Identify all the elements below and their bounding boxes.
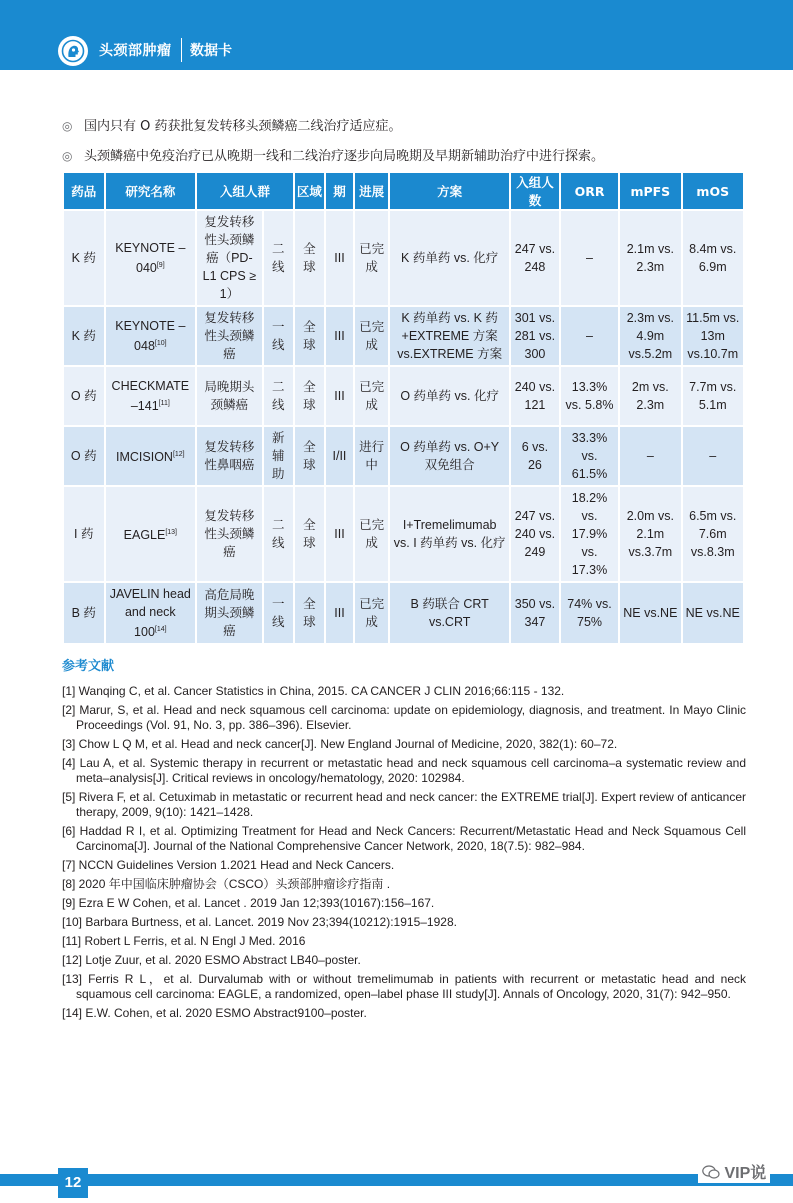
cell-regimen-text: K 药单药 vs. K 药 +EXTREME 方案 vs.EXTREME 方案 — [397, 311, 503, 361]
cell-study-text: KEYNOTE –048 — [115, 318, 186, 354]
cell-population-text: 复发转移性头颈鳞癌（PD-L1 CPS ≥ 1） — [202, 215, 257, 301]
cell-enrolled-text: 6 vs. 26 — [521, 440, 549, 472]
cell-enrolled-text: 247 vs. 248 — [514, 242, 556, 274]
cell-mos — [683, 211, 743, 305]
cell-population-text: 局晚期头颈鳞癌 — [204, 380, 255, 412]
bullet-mark: ◎ — [62, 119, 73, 133]
reference-item: [4] Lau A, et al. Systemic therapy in recurrent or metastatic head and neck squamous cell carcinoma–a systematic review and meta–analysis[J]. Critical reviews in oncology/hematology, 2020: 102984. — [62, 756, 746, 785]
cell-status — [355, 211, 388, 305]
cell-study — [106, 487, 196, 581]
cell-regimen — [390, 487, 509, 581]
cell-region-text: 全球 — [303, 380, 316, 412]
references-list — [62, 684, 746, 1025]
cell-drug — [64, 583, 104, 643]
cell-mpfs-text: 2m vs. 2.3m — [631, 380, 669, 412]
cell-mpfs — [620, 367, 680, 425]
cell-region — [295, 487, 324, 581]
cell-regimen — [390, 427, 509, 485]
cell-orr — [561, 307, 618, 365]
reference-superscript: [9] — [156, 261, 165, 269]
cell-phase-text: I/II — [332, 449, 347, 463]
cell-region — [295, 427, 324, 485]
cell-study — [106, 583, 196, 643]
cell-study-text: KEYNOTE –040 — [115, 240, 186, 276]
cell-status-text: 已完成 — [359, 380, 385, 412]
cell-status-text: 已完成 — [359, 518, 385, 550]
cell-line-text: 一线 — [271, 320, 285, 352]
bullet-text: 头颈鳞癌中免疫治疗已从晚期一线和二线治疗逐步向局晚期及早期新辅助治疗中进行探索。 — [84, 149, 605, 164]
cell-region-text: 全球 — [303, 320, 316, 352]
cell-population — [197, 583, 262, 643]
reference-item: [13] Ferris R L，et al. Durvalumab with or without tremelimumab in patients with recurrent or metastatic head and neck squamous cell carcinoma: EAGLE, a randomized, open–label phase III study[J]. Annals of Oncology, 2020, 31(7): 942–950. — [62, 972, 746, 1001]
cell-orr-text: 74% vs. 75% — [567, 597, 612, 630]
cell-enrolled — [511, 367, 559, 425]
cell-region-text: 全球 — [303, 242, 316, 274]
col-header-population: 入组人群 — [197, 173, 293, 209]
cell-population — [197, 487, 262, 581]
table-row — [64, 427, 743, 485]
cell-enrolled-text: 247 vs. 240 vs. 249 — [514, 509, 556, 559]
cell-status-text: 进行中 — [359, 440, 385, 472]
cell-mos-text: – — [709, 449, 717, 463]
col-header-regimen: 方案 — [390, 173, 509, 209]
cell-region — [295, 367, 324, 425]
cell-orr — [561, 583, 618, 643]
cell-line-text: 新辅助 — [271, 431, 285, 481]
cell-drug-text: K 药 — [71, 329, 96, 343]
cell-drug-text: I 药 — [74, 527, 94, 541]
cell-orr-text: 13.3% vs. 5.8% — [565, 380, 614, 412]
col-header-drug: 药品 — [64, 173, 104, 209]
cell-enrolled-text: 301 vs. 281 vs. 300 — [514, 311, 556, 361]
table-body — [64, 211, 743, 643]
cell-regimen-text: I+Tremelimumab vs. I 药单药 vs. 化疗 — [393, 518, 506, 550]
cell-population — [197, 211, 262, 305]
cell-mpfs-text: NE vs.NE — [623, 606, 678, 621]
cell-orr-text: – — [586, 251, 593, 265]
cell-status — [355, 367, 388, 425]
cell-population — [197, 367, 262, 425]
cell-study — [106, 211, 196, 305]
reference-superscript: [14] — [154, 626, 167, 633]
reference-item: [2] Marur, S, et al. Head and neck squamous cell carcinoma: update on epidemiology, diagnosis, and treatment. In Mayo Clinic Proceedings (Vol. 91, No. 3, pp. 386–396). Elsevier. — [62, 703, 746, 732]
cell-phase-text: III — [334, 389, 345, 403]
cell-line — [264, 307, 293, 365]
col-header-n: 入组人数 — [511, 173, 559, 209]
cell-mos-text: NE vs.NE — [685, 606, 740, 621]
cell-phase — [326, 487, 353, 581]
cell-regimen-text: O 药单药 vs. O+Y 双免组合 — [400, 440, 500, 472]
col-header-mos: mOS — [683, 173, 743, 209]
table-row — [64, 583, 743, 643]
col-header-mpfs: mPFS — [620, 173, 680, 209]
cell-population-text: 高危局晚期头颈鳞癌 — [204, 588, 255, 639]
cell-line — [264, 487, 293, 581]
reference-superscript: [13] — [165, 528, 178, 536]
cell-line-text: 二线 — [271, 518, 285, 550]
cell-status-text: 已完成 — [359, 320, 385, 352]
cell-mpfs — [620, 487, 680, 581]
cell-line-text: 二线 — [271, 380, 285, 412]
cell-orr-text: 33.3% vs. 61.5% — [571, 431, 608, 481]
col-header-study: 研究名称 — [106, 173, 196, 209]
cell-mos — [683, 427, 743, 485]
table-row — [64, 211, 743, 305]
reference-superscript: [11] — [158, 399, 170, 407]
cell-phase-text: III — [334, 527, 345, 541]
cell-regimen — [390, 367, 509, 425]
cell-orr — [561, 427, 618, 485]
reference-item: [6] Haddad R I, et al. Optimizing Treatment for Head and Neck Cancers: Recurrent/Metastatic Head and Neck Squamous Cell Carcinoma[J]. Journal of the National Comprehensive Cancer Network, 2020, 18(7.5): 982–984. — [62, 824, 746, 853]
cell-drug — [64, 487, 104, 581]
cell-orr-text: – — [586, 329, 593, 343]
cell-status — [355, 427, 388, 485]
cell-phase-text: III — [334, 251, 345, 265]
cell-status — [355, 487, 388, 581]
cell-enrolled — [511, 307, 559, 365]
cell-drug — [64, 211, 104, 305]
bullet-text: 国内只有 O 药获批复发转移头颈鳞癌二线治疗适应症。 — [84, 119, 402, 134]
cell-mos-text: 7.7m vs. 5.1m — [689, 380, 737, 412]
table-row — [64, 307, 743, 365]
watermark — [698, 1160, 770, 1183]
cell-phase-text: III — [334, 606, 345, 621]
cell-region — [295, 583, 324, 643]
cell-regimen-text: K 药单药 vs. 化疗 — [401, 251, 499, 265]
cell-phase — [326, 583, 353, 643]
footer-bar — [0, 1174, 793, 1186]
cell-population — [197, 427, 262, 485]
cell-mos-text: 6.5m vs. 7.6m vs.8.3m — [689, 509, 737, 559]
cell-phase — [326, 307, 353, 365]
reference-item: [1] Wanqing C, et al. Cancer Statistics in China, 2015. CA CANCER J CLIN 2016;66:115 - 132. — [62, 684, 565, 698]
head-profile-icon — [58, 36, 88, 66]
col-header-phase: 期 — [326, 173, 353, 209]
cell-region-text: 全球 — [303, 597, 316, 630]
cell-phase-text: III — [334, 329, 345, 343]
table-row — [64, 367, 743, 425]
reference-item: [8] 2020 年中国临床肿瘤协会（CSCO）头颈部肿瘤诊疗指南 . — [62, 877, 391, 891]
cell-orr-text: 18.2% vs. 17.9% vs. 17.3% — [571, 491, 608, 577]
reference-item: [11] Robert L Ferris, et al. N Engl J Med. 2016 — [62, 934, 306, 948]
reference-item: [12] Lotje Zuur, et al. 2020 ESMO Abstract LB40–poster. — [62, 953, 361, 967]
cell-mpfs — [620, 427, 680, 485]
reference-item: [10] Barbara Burtness, et al. Lancet. 2019 Nov 23;394(10212):1915–1928. — [62, 915, 457, 929]
cell-drug-text: K 药 — [71, 251, 96, 265]
references-title: 参考文献 — [62, 659, 115, 674]
cell-population-text: 复发转移性鼻咽癌 — [204, 440, 255, 472]
reference-item: [9] Ezra E W Cohen, et al. Lancet . 2019 Jan 12;393(10167):156–167. — [62, 896, 435, 910]
table-row — [64, 487, 743, 581]
cell-mos — [683, 583, 743, 643]
cell-mpfs-text: 2.1m vs. 2.3m — [626, 242, 674, 274]
cell-line — [264, 367, 293, 425]
header-title: 头颈部肿瘤 — [99, 43, 172, 59]
header-subtitle: 数据卡 — [190, 43, 232, 59]
cell-line-text: 一线 — [271, 597, 285, 630]
cell-enrolled — [511, 487, 559, 581]
cell-mpfs-text: 2.0m vs. 2.1m vs.3.7m — [626, 509, 674, 559]
cell-drug-text: O 药 — [70, 449, 97, 463]
bullet-item — [62, 145, 604, 164]
cell-status — [355, 583, 388, 643]
cell-mpfs-text: 2.3m vs. 4.9m vs.5.2m — [626, 311, 674, 361]
reference-item: [3] Chow L Q M, et al. Head and neck cancer[J]. New England Journal of Medicine, 2020, 382(1): 60–72. — [62, 737, 618, 751]
cell-region-text: 全球 — [303, 440, 316, 472]
cell-region — [295, 307, 324, 365]
cell-enrolled — [511, 211, 559, 305]
cell-drug — [64, 307, 104, 365]
cell-study-text: IMCISION — [116, 450, 173, 465]
cell-phase — [326, 211, 353, 305]
bullet-mark: ◎ — [62, 149, 73, 163]
cell-enrolled — [511, 583, 559, 643]
cell-mpfs — [620, 211, 680, 305]
header-divider — [181, 38, 182, 62]
cell-status-text: 已完成 — [359, 597, 385, 630]
cell-status — [355, 307, 388, 365]
col-header-region: 区域 — [295, 173, 324, 209]
cell-mos — [683, 307, 743, 365]
wechat-icon — [702, 1165, 720, 1179]
cell-mpfs — [620, 307, 680, 365]
cell-study — [106, 307, 196, 365]
cell-study-text: EAGLE — [123, 528, 166, 543]
cell-regimen-text: B 药联合 CRT vs.CRT — [410, 597, 489, 630]
cell-drug-text: B 药 — [71, 606, 96, 621]
cell-population-text: 复发转移性头颈鳞癌 — [204, 311, 255, 361]
reference-superscript: [10] — [154, 339, 167, 347]
cell-orr — [561, 367, 618, 425]
cell-mpfs-text: – — [646, 449, 654, 463]
reference-item: [7] NCCN Guidelines Version 1.2021 Head and Neck Cancers. — [62, 858, 395, 872]
cell-study — [106, 427, 196, 485]
cell-orr — [561, 211, 618, 305]
cell-region-text: 全球 — [303, 518, 316, 550]
cell-enrolled-text: 350 vs. 347 — [514, 597, 556, 630]
page-number: 12 — [58, 1168, 88, 1198]
cell-regimen — [390, 307, 509, 365]
reference-item: [14] E.W. Cohen, et al. 2020 ESMO Abstract9100–poster. — [62, 1006, 367, 1020]
cell-mos-text: 8.4m vs. 6.9m — [689, 242, 737, 274]
cell-phase — [326, 427, 353, 485]
cell-drug — [64, 427, 104, 485]
cell-mos — [683, 487, 743, 581]
cell-status-text: 已完成 — [359, 242, 385, 274]
cell-enrolled-text: 240 vs. 121 — [514, 380, 556, 412]
reference-item: [5] Rivera F, et al. Cetuximab in metastatic or recurrent head and neck cancer: the EXTREME trial[J]. Expert review of anticancer therapy, 2009, 9(10): 1421–1428. — [62, 790, 746, 819]
cell-phase — [326, 367, 353, 425]
cell-orr — [561, 487, 618, 581]
cell-population-text: 复发转移性头颈鳞癌 — [204, 509, 255, 559]
cell-drug — [64, 367, 104, 425]
cell-line-text: 二线 — [271, 242, 285, 274]
cell-study-text: JAVELIN head and neck 100 — [109, 587, 191, 640]
cell-mpfs — [620, 583, 680, 643]
cell-line — [264, 583, 293, 643]
cell-regimen-text: O 药单药 vs. 化疗 — [400, 389, 499, 403]
cell-enrolled — [511, 427, 559, 485]
cell-regimen — [390, 583, 509, 643]
bullet-item — [62, 115, 402, 134]
cell-population — [197, 307, 262, 365]
cell-mos-text: 11.5m vs. 13m vs.10.7m — [686, 311, 740, 361]
trial-table — [62, 171, 745, 645]
col-header-orr: ORR — [561, 173, 618, 209]
watermark-text: VIP说 — [724, 1165, 767, 1182]
cell-line — [264, 427, 293, 485]
col-header-status: 进展 — [355, 173, 388, 209]
cell-region — [295, 211, 324, 305]
reference-superscript: [12] — [172, 450, 185, 458]
cell-line — [264, 211, 293, 305]
cell-drug-text: O 药 — [70, 389, 97, 403]
cell-study — [106, 367, 196, 425]
footer-background — [0, 1186, 793, 1203]
cell-study-text: CHECKMATE –141 — [111, 378, 190, 414]
cell-regimen — [390, 211, 509, 305]
cell-mos — [683, 367, 743, 425]
